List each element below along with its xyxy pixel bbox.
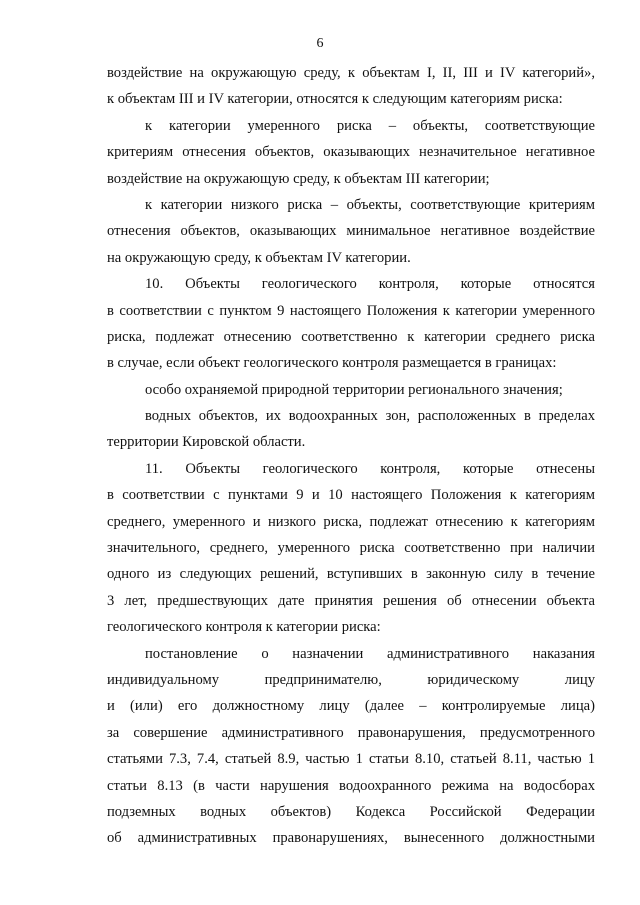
text-line: среднего, умеренного и низкого риска, подлежат отнесению к категориям	[107, 513, 595, 530]
paragraph	[107, 192, 595, 271]
text-line: особо охраняемой природной территории регионального значения;	[145, 381, 563, 398]
text-line: воздействие на окружающую среду, к объектам III категории;	[107, 170, 490, 187]
text-line: 10. Объекты геологического контроля, которые относятся	[145, 276, 595, 293]
document-body	[107, 60, 595, 852]
text-line: за совершение административного правонарушения, предусмотренного	[107, 724, 595, 741]
text-line: постановление о назначении административного наказания	[145, 645, 595, 662]
paragraph	[107, 60, 595, 113]
text-line: геологического контроля к категории риска:	[107, 619, 381, 636]
paragraph	[107, 403, 595, 456]
text-line: в соответствии с пунктами 9 и 10 настоящего Положения к категориям	[107, 487, 595, 504]
text-line: на окружающую среду, к объектам IV категории.	[107, 249, 411, 266]
text-line: к категории умеренного риска – объекты, соответствующие	[145, 117, 595, 134]
text-line: водных объектов, их водоохранных зон, расположенных в пределах	[145, 408, 595, 425]
page-number: 6	[316, 36, 324, 51]
text-line: статьи 8.13 (в части нарушения водоохранного режима на водосборах	[107, 777, 595, 794]
text-line: 11. Объекты геологического контроля, которые отнесены	[145, 460, 595, 477]
text-line: к объектам III и IV категории, относятся к следующим категориям риска:	[107, 91, 563, 108]
text-line: 3 лет, предшествующих дате принятия решения об отнесении объекта	[107, 592, 595, 609]
paragraph	[107, 113, 595, 192]
text-line: и (или) его должностному лицу (далее – контролируемые лица)	[107, 698, 595, 715]
text-line: в соответствии с пунктом 9 настоящего Положения к категории умеренного	[107, 302, 595, 319]
text-line: критериям отнесения объектов, оказывающих незначительное негативное	[107, 144, 595, 161]
text-line: риска, подлежат отнесению соответственно к категории среднего риска	[107, 328, 595, 345]
text-line: значительного, среднего, умеренного риска соответственно при наличии	[107, 540, 595, 557]
paragraph	[107, 377, 595, 403]
text-line: индивидуальному предпринимателю, юридическому лицу	[107, 671, 595, 688]
text-line: воздействие на окружающую среду, к объектам I, II, III и IV категорий»,	[107, 65, 595, 81]
text-line: статьями 7.3, 7.4, статьей 8.9, частью 1 статьи 8.10, статьей 8.11, частью 1	[107, 751, 595, 768]
text-line: к категории низкого риска – объекты, соответствующие критериям	[145, 196, 595, 213]
text-line: территории Кировской области.	[107, 434, 306, 451]
text-line: об административных правонарушениях, вынесенного должностными	[107, 830, 595, 847]
paragraph	[107, 271, 595, 377]
text-line: подземных водных объектов) Кодекса Российской Федерации	[107, 803, 595, 820]
text-line: одного из следующих решений, вступивших в законную силу в течение	[107, 566, 595, 583]
text-line: в случае, если объект геологического контроля размещается в границах:	[107, 355, 557, 372]
paragraph	[107, 641, 595, 852]
paragraph	[107, 456, 595, 641]
text-line: отнесения объектов, оказывающих минимальное негативное воздействие	[107, 223, 595, 240]
